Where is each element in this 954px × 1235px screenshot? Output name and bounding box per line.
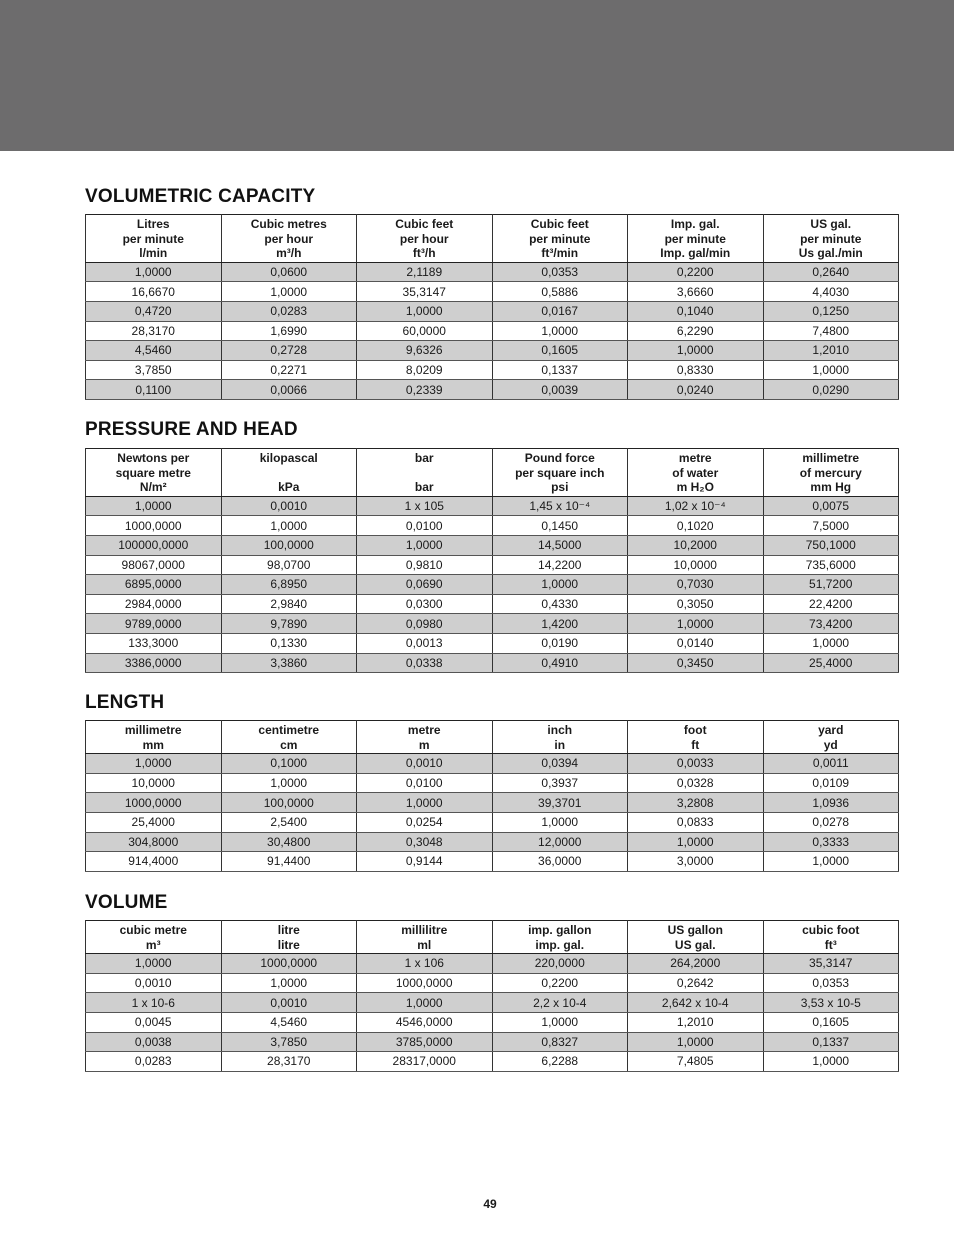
table-cell: 9,6326 [357,341,493,361]
table-cell: 0,9144 [357,852,493,872]
column-header [86,921,222,954]
table-cell: 735,6000 [763,555,899,575]
table-cell: 1,0000 [221,773,357,793]
column-header-line: m³/h [276,246,302,261]
table-cell: 4,5460 [86,341,222,361]
table-cell: 1,0000 [763,360,899,380]
table-cell: 0,0690 [357,575,493,595]
table-cell: 0,1040 [628,301,764,321]
table-header-row [86,721,899,754]
table-row [86,262,899,282]
column-header-line: US gallon [667,923,723,937]
column-header-line: Litres [136,217,170,231]
volumetric-capacity-table [85,214,899,400]
column-header-line: ft [691,737,700,752]
table-cell: 91,4400 [221,852,357,872]
table-cell: 0,2200 [492,973,628,993]
table-row [86,535,899,555]
column-header-line: ft³/min [541,246,579,261]
table-cell: 1,0000 [628,341,764,361]
table-cell: 0,1450 [492,516,628,536]
table-header-row [86,921,899,954]
table-row [86,341,899,361]
column-header-line: kPa [278,480,300,495]
column-header [357,921,493,954]
table-cell: 1,45 x 10⁻⁴ [492,496,628,516]
table-cell: 35,3147 [763,954,899,974]
table-cell: 1,0000 [492,1012,628,1032]
page-number: 49 [483,1197,497,1211]
column-header-line: ml [417,937,432,952]
table-cell: 1000,0000 [221,954,357,974]
column-header-line [361,466,488,481]
column-header-line: per minute [122,231,184,246]
column-header [86,449,222,497]
table-cell: 0,0394 [492,754,628,774]
table-row [86,1012,899,1032]
column-header-line: per minute [529,231,591,246]
table-header-row [86,215,899,263]
table-cell: 28,3170 [86,321,222,341]
table-cell: 0,0010 [86,973,222,993]
table-cell: 0,0109 [763,773,899,793]
table-cell: 2984,0000 [86,594,222,614]
table-cell: 39,3701 [492,793,628,813]
table-cell: 0,2642 [628,973,764,993]
column-header-line: metre [678,451,712,465]
table-cell: 28,3170 [221,1052,357,1072]
table-row [86,793,899,813]
column-header-line: bar [414,480,434,495]
table-cell: 100,0000 [221,793,357,813]
table-row [86,1052,899,1072]
column-header [357,721,493,754]
column-header-line: Cubic metres [250,217,327,231]
table-cell: 3,3860 [221,653,357,673]
length-table [85,720,899,872]
table-row [86,973,899,993]
column-header-line: Pound force [524,451,595,465]
table-cell: 60,0000 [357,321,493,341]
column-header-line: psi [551,480,569,495]
table-cell: 0,3050 [628,594,764,614]
table-cell: 4,4030 [763,282,899,302]
table-cell: 0,0353 [763,973,899,993]
column-header-line: cm [280,737,298,752]
table-cell: 1,0000 [86,262,222,282]
pressure-and-head-table [85,448,899,673]
table-row [86,594,899,614]
table-cell: 36,0000 [492,852,628,872]
table-cell: 2,1189 [357,262,493,282]
table-cell: 1,0000 [357,793,493,813]
column-header [221,215,357,263]
column-header-line: imp. gallon [528,923,592,937]
table-cell: 10,2000 [628,535,764,555]
column-header-line: centimetre [258,723,320,737]
table-cell: 7,5000 [763,516,899,536]
table-cell: 3,53 x 10-5 [763,993,899,1013]
table-row [86,633,899,653]
table-row [86,555,899,575]
table-row [86,301,899,321]
table-cell: 0,8330 [628,360,764,380]
table-cell: 0,1330 [221,633,357,653]
table-cell: 28317,0000 [357,1052,493,1072]
column-header-line: l/min [139,246,168,261]
table-cell: 0,0980 [357,614,493,634]
column-header-line: imp. gal. [535,937,585,952]
table-cell: 10,0000 [86,773,222,793]
table-cell: 0,3937 [492,773,628,793]
table-cell: 0,2271 [221,360,357,380]
column-header-line: ft³/h [412,246,436,261]
column-header-line: of mercury [799,465,862,480]
table-cell: 0,8327 [492,1032,628,1052]
column-header-line: per minute [800,231,862,246]
column-header [763,215,899,263]
table-cell: 0,0010 [221,993,357,1013]
table-cell: 0,3048 [357,832,493,852]
column-header-line: square metre [115,465,191,480]
table-cell: 1,0000 [628,614,764,634]
table-cell: 0,3450 [628,653,764,673]
column-header-line: cubic metre [119,923,187,937]
table-cell: 3,6660 [628,282,764,302]
column-header [492,449,628,497]
table-cell: 3,7850 [221,1032,357,1052]
table-cell: 25,4000 [763,653,899,673]
column-header-line: Imp. gal. [670,217,720,231]
table-cell: 73,4200 [763,614,899,634]
table-cell: 1,4200 [492,614,628,634]
column-header-line: N/m² [139,480,167,495]
table-cell: 1,0000 [86,754,222,774]
column-header [221,721,357,754]
table-cell: 1 x 105 [357,496,493,516]
table-cell: 1,2010 [763,341,899,361]
table-row [86,282,899,302]
column-header-line: per hour [264,231,314,246]
column-header-line: per square inch [515,465,605,480]
column-header-line: per minute [664,231,726,246]
column-header-line: US gal. [674,937,716,952]
column-header [492,215,628,263]
table-cell: 0,0278 [763,812,899,832]
table-cell: 0,0338 [357,653,493,673]
table-row [86,1032,899,1052]
volume-table [85,920,899,1072]
column-header-line: litre [277,937,300,952]
table-cell: 0,2339 [357,380,493,400]
table-cell: 100,0000 [221,535,357,555]
table-cell: 98,0700 [221,555,357,575]
column-header [763,449,899,497]
table-cell: 35,3147 [357,282,493,302]
table-cell: 750,1000 [763,535,899,555]
table-row [86,773,899,793]
table-cell: 1,0000 [628,832,764,852]
table-cell: 9789,0000 [86,614,222,634]
table-cell: 12,0000 [492,832,628,852]
table-cell: 0,0167 [492,301,628,321]
column-header-line: per hour [399,231,449,246]
table-row [86,380,899,400]
table-cell: 1,0000 [492,321,628,341]
column-header-line: litre [277,923,300,937]
section-title-pressure-and-head: PRESSURE AND HEAD [85,419,298,440]
table-cell: 1,0000 [221,282,357,302]
table-cell: 14,5000 [492,535,628,555]
table-header-row [86,449,899,497]
table-cell: 0,0013 [357,633,493,653]
column-header [221,921,357,954]
table-cell: 3,0000 [628,852,764,872]
column-header-line: millilitre [401,923,448,937]
table-cell: 6895,0000 [86,575,222,595]
table-cell: 98067,0000 [86,555,222,575]
column-header [763,721,899,754]
table-cell: 4,5460 [221,1012,357,1032]
column-header-line: in [554,737,566,752]
table-cell: 304,8000 [86,832,222,852]
table-cell: 0,0038 [86,1032,222,1052]
column-header [628,921,764,954]
column-header-line: of water [672,465,719,480]
table-cell: 1,0000 [492,812,628,832]
table-cell: 0,0066 [221,380,357,400]
table-cell: 0,0254 [357,812,493,832]
table-cell: 0,1605 [492,341,628,361]
table-cell: 0,9810 [357,555,493,575]
table-cell: 8,0209 [357,360,493,380]
table-row [86,614,899,634]
table-cell: 0,4910 [492,653,628,673]
column-header [357,449,493,497]
table-cell: 7,4800 [763,321,899,341]
column-header-line [226,466,353,481]
table-cell: 1,02 x 10⁻⁴ [628,496,764,516]
table-cell: 1,0000 [763,1052,899,1072]
column-header-line: yard [818,723,844,737]
table-cell: 30,4800 [221,832,357,852]
column-header [628,215,764,263]
table-cell: 0,0010 [221,496,357,516]
table-cell: 0,0100 [357,773,493,793]
column-header-line: foot [683,723,707,737]
table-cell: 0,1100 [86,380,222,400]
table-cell: 0,0039 [492,380,628,400]
table-cell: 1 x 106 [357,954,493,974]
table-cell: 0,0290 [763,380,899,400]
table-cell: 1,6990 [221,321,357,341]
table-row [86,575,899,595]
header-band [0,0,954,151]
section-title-volume: VOLUME [85,892,168,913]
table-cell: 0,0140 [628,633,764,653]
column-header [763,921,899,954]
table-cell: 2,642 x 10-4 [628,993,764,1013]
table-cell: 1,0000 [357,535,493,555]
table-cell: 1,0000 [86,496,222,516]
table-cell: 25,4000 [86,812,222,832]
column-header-line: Newtons per [117,451,190,465]
column-header-line: yd [823,737,838,752]
table-cell: 0,1605 [763,1012,899,1032]
table-cell: 0,0328 [628,773,764,793]
table-cell: 2,5400 [221,812,357,832]
table-cell: 3386,0000 [86,653,222,673]
column-header-line: mm [142,737,164,752]
table-cell: 6,2290 [628,321,764,341]
column-header [628,449,764,497]
table-row [86,954,899,974]
table-cell: 14,2200 [492,555,628,575]
table-cell: 7,4805 [628,1052,764,1072]
table-cell: 100000,0000 [86,535,222,555]
table-cell: 0,4720 [86,301,222,321]
table-row [86,852,899,872]
column-header-line: millimetre [124,723,182,737]
column-header-line: Cubic feet [395,217,454,231]
table-cell: 0,0100 [357,516,493,536]
table-cell: 0,4330 [492,594,628,614]
column-header-line: Us gal./min [798,246,863,261]
table-row [86,832,899,852]
table-cell: 1,0000 [221,973,357,993]
table-cell: 0,1250 [763,301,899,321]
table-cell: 1,0000 [763,852,899,872]
table-row [86,496,899,516]
column-header [628,721,764,754]
table-cell: 0,5886 [492,282,628,302]
column-header [86,215,222,263]
table-cell: 0,0283 [221,301,357,321]
table-cell: 0,0011 [763,754,899,774]
table-cell: 1,2010 [628,1012,764,1032]
table-cell: 0,0240 [628,380,764,400]
table-row [86,321,899,341]
table-cell: 0,1337 [763,1032,899,1052]
table-cell: 2,9840 [221,594,357,614]
table-cell: 0,0010 [357,754,493,774]
table-cell: 3,7850 [86,360,222,380]
section-title-length: LENGTH [85,692,165,713]
table-cell: 2,2 x 10-4 [492,993,628,1013]
table-cell: 1,0000 [221,516,357,536]
table-cell: 1,0000 [357,301,493,321]
table-row [86,993,899,1013]
table-cell: 1000,0000 [86,516,222,536]
table-cell: 0,2200 [628,262,764,282]
column-header-line: US gal. [810,217,852,231]
table-cell: 9,7890 [221,614,357,634]
table-cell: 0,2640 [763,262,899,282]
table-cell: 1,0000 [357,993,493,1013]
table-cell: 220,0000 [492,954,628,974]
table-cell: 1,0000 [492,575,628,595]
table-cell: 10,0000 [628,555,764,575]
column-header-line: Cubic feet [530,217,589,231]
column-header-line: inch [547,723,573,737]
table-cell: 1,0936 [763,793,899,813]
table-cell: 6,2288 [492,1052,628,1072]
column-header-line: m³ [145,937,161,952]
column-header [492,721,628,754]
table-cell: 264,2000 [628,954,764,974]
column-header [221,449,357,497]
table-cell: 0,1337 [492,360,628,380]
column-header-line: kilopascal [259,451,318,465]
table-cell: 0,2728 [221,341,357,361]
table-cell: 16,6670 [86,282,222,302]
table-cell: 1,0000 [86,954,222,974]
table-cell: 1000,0000 [357,973,493,993]
table-cell: 1,0000 [763,633,899,653]
table-cell: 0,7030 [628,575,764,595]
table-cell: 3785,0000 [357,1032,493,1052]
table-cell: 22,4200 [763,594,899,614]
table-row [86,516,899,536]
table-cell: 0,3333 [763,832,899,852]
table-cell: 6,8950 [221,575,357,595]
column-header-line: m [418,737,430,752]
section-title-volumetric-capacity: VOLUMETRIC CAPACITY [85,186,316,207]
table-cell: 0,0075 [763,496,899,516]
table-cell: 0,1020 [628,516,764,536]
table-cell: 0,0283 [86,1052,222,1072]
table-cell: 0,0833 [628,812,764,832]
table-row [86,653,899,673]
table-cell: 3,2808 [628,793,764,813]
table-cell: 0,1000 [221,754,357,774]
column-header [492,921,628,954]
table-cell: 1 x 10-6 [86,993,222,1013]
column-header-line: bar [414,451,434,465]
column-header [86,721,222,754]
table-cell: 133,3000 [86,633,222,653]
table-cell: 0,0300 [357,594,493,614]
column-header-line: Imp. gal/min [660,246,731,261]
table-cell: 0,0600 [221,262,357,282]
table-cell: 4546,0000 [357,1012,493,1032]
table-cell: 1,0000 [628,1032,764,1052]
column-header [357,215,493,263]
column-header-line: metre [407,723,441,737]
table-cell: 1000,0000 [86,793,222,813]
table-row [86,812,899,832]
column-header-line: millimetre [802,451,860,465]
column-header-line: m H₂O [676,480,714,495]
table-cell: 0,0033 [628,754,764,774]
table-cell: 51,7200 [763,575,899,595]
table-cell: 0,0190 [492,633,628,653]
table-cell: 0,0045 [86,1012,222,1032]
table-row [86,360,899,380]
table-row [86,754,899,774]
column-header-line: mm Hg [810,480,852,495]
column-header-line: cubic foot [802,923,860,937]
table-cell: 0,0353 [492,262,628,282]
table-cell: 914,4000 [86,852,222,872]
column-header-line: ft³ [824,937,837,952]
